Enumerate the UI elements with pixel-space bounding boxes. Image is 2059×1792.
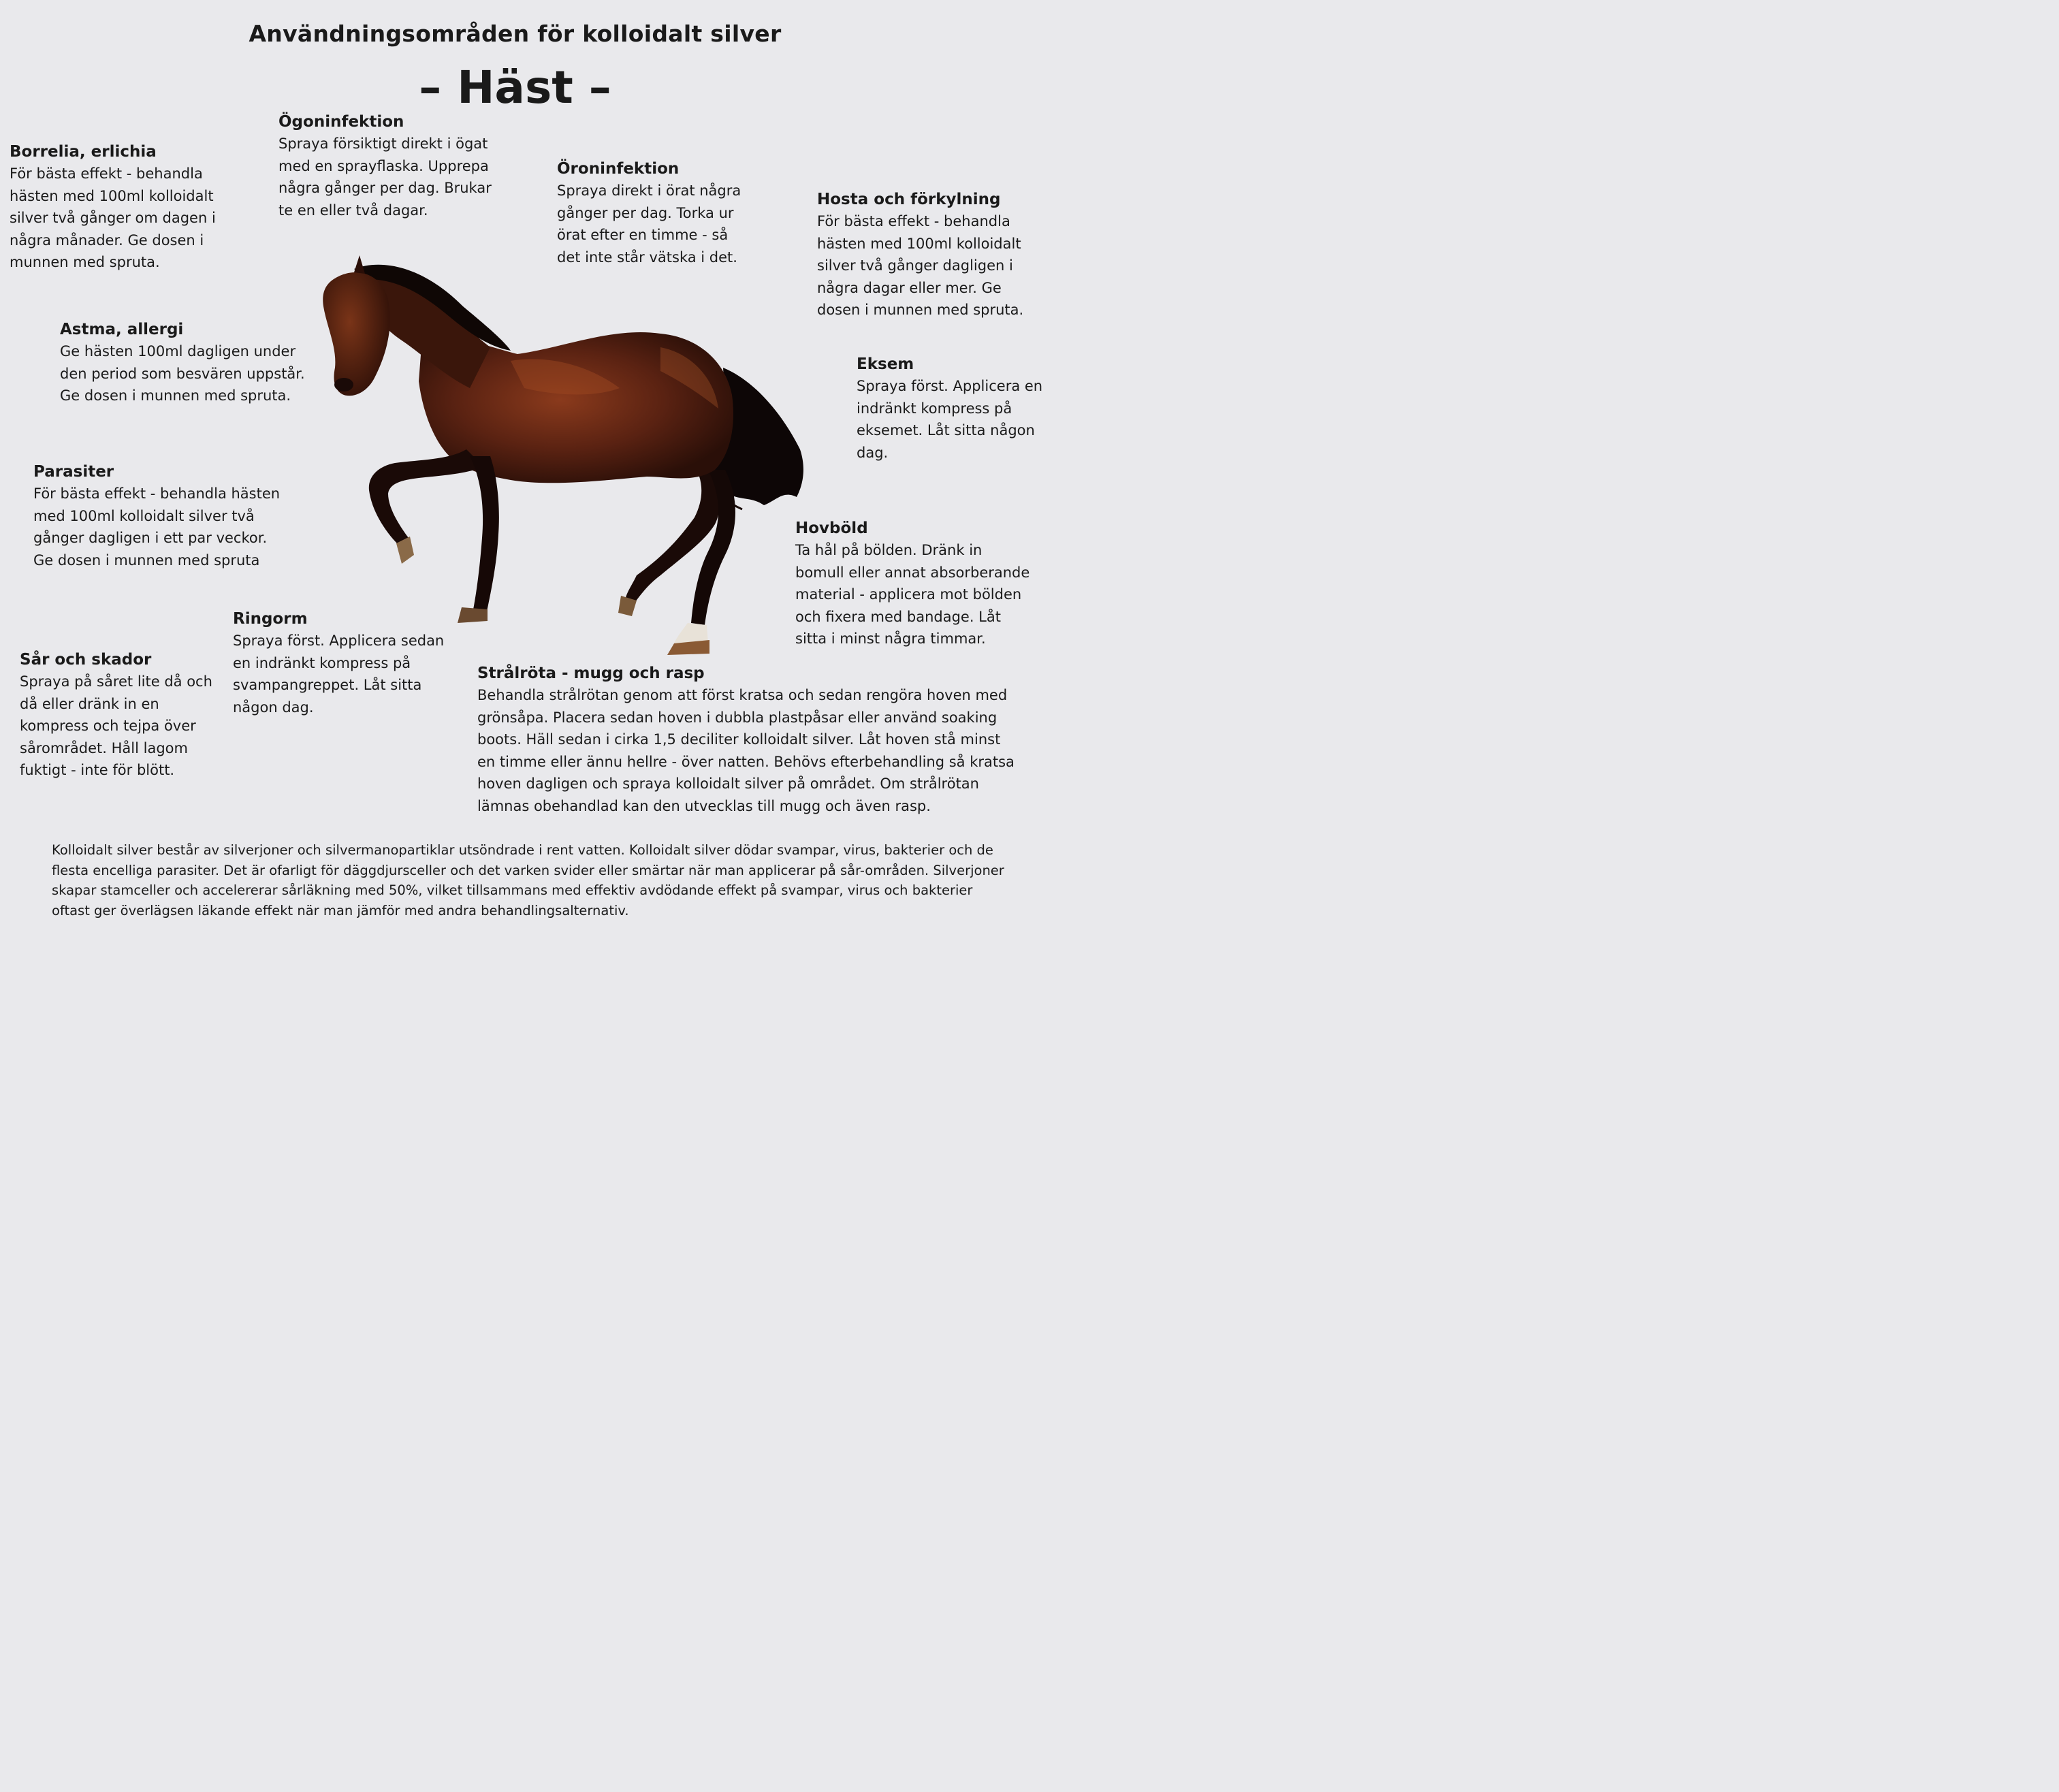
section-text: Spraya försiktigt direkt i ögat med en sprayflaska. Upprepa några gånger per dag. Brukar te en eller två dagar.	[278, 135, 492, 219]
section-title: Astma, allergi	[60, 321, 184, 338]
section-eksem	[857, 355, 1044, 464]
section-title: Hovböld	[795, 519, 868, 537]
section-ringorm	[233, 610, 451, 718]
section-text: Spraya på såret lite då och då eller dränk in en kompress och tejpa över sårområdet. Håll lagom fuktigt - inte för blött.	[20, 673, 212, 778]
section-title: Ögoninfektion	[278, 113, 404, 131]
section-oroninfektion	[557, 160, 744, 268]
section-parasiter	[33, 463, 282, 571]
section-text: För bästa effekt - behandla hästen med 100ml kolloidalt silver två gånger dagligen i några dagar eller mer. Ge dosen i munnen med spruta.	[817, 213, 1024, 318]
section-title: Öroninfektion	[557, 160, 680, 178]
section-hosta	[817, 191, 1042, 321]
page-title: Användningsområden för kolloidalt silver	[249, 20, 782, 47]
page-subtitle: – Häst –	[419, 61, 611, 114]
footer-text: Kolloidalt silver består av silverjoner och silvermanopartiklar utsöndrade i rent vatten. Kolloidalt silver dödar svampar, virus, bakterier och de flesta encelliga parasiter. Det är ofarligt för däggdjursceller och det varken svider eller smärtar när man applicerar på sår-områden. Silverjoner skapar stamceller och accelererar sårläkning med 50%, vilket tillsammans med effektiv avdödande effekt på svampar, virus och bakterier oftast ger överlägsen läkande effekt när man jämför med andra behandlingsalternativ.	[52, 842, 1004, 918]
section-text: Behandla strålrötan genom att först kratsa och sedan rengöra hoven med grönsåpa. Placera sedan hoven i dubbla plastpåsar eller använd soaking boots. Häll sedan i cirka 1,5 deciliter kolloidalt silver. Låt hoven stå minst en timme eller ännu hellre - över natten. Behövs efterbehandling så kratsa hoven dagligen och spraya kolloidalt silver på området. Om strålrötan lämnas obehandlad kan den utvecklas till mugg och även rasp.	[477, 687, 1015, 814]
section-text: Ta hål på bölden. Dränk in bomull eller annat absorberande material - applicera mot bölden och fixera med bandage. Låt sitta i minst några timmar.	[795, 542, 1030, 647]
section-title: Sår och skador	[20, 651, 152, 669]
section-title: Parasiter	[33, 463, 114, 481]
section-text: För bästa effekt - behandla hästen med 100ml kolloidalt silver två gånger dagligen i ett par veckor. Ge dosen i munnen med spruta	[33, 485, 281, 569]
horse-image	[306, 252, 824, 660]
section-text: Spraya först. Applicera en indränkt kompress på eksemet. Låt sitta någon dag.	[857, 378, 1043, 461]
section-title: Hosta och förkylning	[817, 191, 1001, 208]
section-text: Ge hästen 100ml dagligen under den period som besvären uppstår. Ge dosen i munnen med spruta.	[60, 343, 305, 404]
section-text: Spraya först. Applicera sedan en indränkt kompress på svampangreppet. Låt sitta någon dag.	[233, 633, 445, 716]
section-title: Ringorm	[233, 610, 308, 628]
section-hovbold	[795, 519, 1030, 650]
section-ogoninfektion	[278, 113, 503, 221]
section-sar-och-skador	[20, 651, 217, 782]
section-astma	[60, 321, 312, 407]
section-stralrota	[477, 665, 1022, 817]
section-borrelia	[10, 143, 241, 274]
section-title: Borrelia, erlichia	[10, 143, 157, 161]
section-text: Spraya direkt i örat några gånger per dag. Torka ur örat efter en timme - så det inte står vätska i det.	[557, 182, 741, 266]
section-text: För bästa effekt - behandla hästen med 100ml kolloidalt silver två gånger om dagen i några månader. Ge dosen i munnen med spruta.	[10, 165, 216, 270]
section-title: Eksem	[857, 355, 914, 373]
section-title: Strålröta - mugg och rasp	[477, 665, 705, 682]
